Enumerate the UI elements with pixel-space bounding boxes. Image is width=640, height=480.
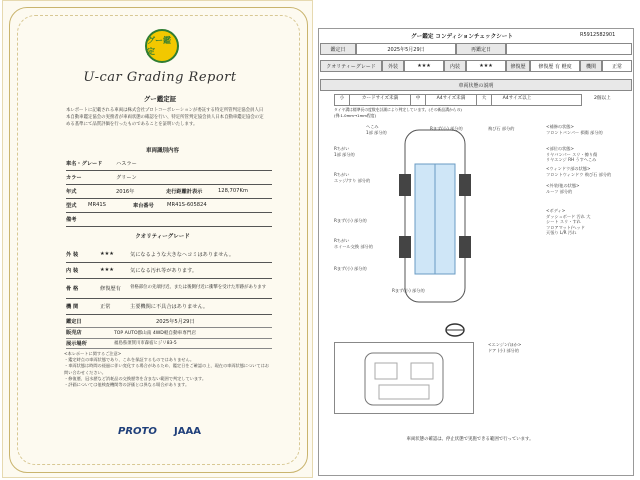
sheet-title: グー鑑定 コンディションチェックシート xyxy=(411,34,513,40)
desc-5: <ボディ> ダッシュボード 汚れ 大 シート スリ・すれ フロアマット/ヘッド 天張り L/R 汚れ xyxy=(546,208,591,235)
row-date: 鑑定日 2025年5月29日 xyxy=(66,316,272,328)
part-top-3: 飛び石 部分的 xyxy=(488,126,515,131)
sheet-footer: 車両状態の確認は、停止状態で実施できる範囲で行っています。 xyxy=(406,437,534,442)
size-count: 2個以上 xyxy=(594,96,611,101)
quality-row-frame: 骨 格 修復歴有 骨格部位の先端付近、または後側付近に衝撃を受けた形跡があります xyxy=(66,278,272,299)
brand-title: U-car Grading Report xyxy=(83,70,237,85)
desc-6: <エンジン/ほか> ドア (小) 部分的 xyxy=(488,342,522,353)
jaaa-logo: JAAA xyxy=(174,426,201,437)
desc-1: <補修の状態> フロントバンパー 損傷 部分的 xyxy=(546,124,603,135)
row-location: 展示場所 福島県須賀川市森宿ヒジリ83-5 xyxy=(66,338,272,349)
section-vehicle-title: 車両識別内容 xyxy=(145,148,179,154)
quality-row-engine: 機 関 正常 主要機関に不具合はありません。 xyxy=(66,298,272,315)
grade-label: クオリティーグレード xyxy=(320,60,382,72)
part-left-3: Rちがい ホイール交換 部分的 xyxy=(334,238,373,249)
engine-value: 正常 xyxy=(602,60,632,72)
part-left-5: Rまず(小) 部分的 xyxy=(334,218,367,223)
ext-label: 外装 xyxy=(382,60,404,72)
size-legend: 小 カードサイズ未満 中 A4サイズ未満 大 A4サイズ以上 xyxy=(334,94,582,106)
date-label: 鑑定日 xyxy=(320,43,356,55)
desc-3: <ウィンドウ部の状態> フロントウィンドウ 飛び石 部分的 xyxy=(546,166,612,177)
part-top-1: へこみ 1部 部分的 xyxy=(366,124,387,135)
int-value: ★★★ xyxy=(466,60,506,72)
engine-label: 機関 xyxy=(580,60,602,72)
repair-value: 修復歴 有 軽度 xyxy=(530,60,580,72)
date-value: 2025年5月29日 xyxy=(356,43,456,55)
part-left-2: Rちがい エッジ/すり 部分的 xyxy=(334,172,371,183)
reinspect-value xyxy=(506,43,632,55)
desc-2: <部位の状態> リヤバンパー スリ・擦り傷 リヤエンジ RH うすへこみ xyxy=(546,146,598,162)
row-shop: 販売店 TOP AUTO郡山南 4WD軽自動車専門店 xyxy=(66,327,272,339)
part-left-1: Rちがい 1部 部分的 xyxy=(334,146,355,157)
row-color: カラー グリーン xyxy=(66,170,272,185)
certificate-title: グー鑑定証 xyxy=(143,95,177,103)
legend-title: 車両状態の説明 xyxy=(320,79,632,91)
row-remarks: 備考 xyxy=(66,212,272,227)
steering-wheel-icon xyxy=(444,322,466,336)
row-year: 年式 2016年 走行距離計表示 128,707Km xyxy=(66,184,272,199)
repair-label: 修復歴 xyxy=(506,60,530,72)
goo-badge-icon: グー鑑定 xyxy=(145,29,179,63)
desc-4: <外装/他の状態> ルーフ 部分的 xyxy=(546,183,580,194)
legend-note1: タイヤ溝は標準長の度数を計測により判定しています。(その新品溝からの) xyxy=(334,107,462,112)
reinspect-label: 再鑑定日 xyxy=(456,43,506,55)
ext-value: ★★★ xyxy=(404,60,444,72)
notes: <本レポートに関するご注意> ・鑑定時点の車両状態であり、これを保証するものではありません。 ・車両状態は時間の経過に伴い変化する場合があるため、鑑定日をご確認の上、現在の車両状態についてはお問い合わせください。 ・修復歴、冠水歴など消耗品の交換歴等を含まない範囲で判定しています。 ・評価については他検査機関等の評価とは異なる場合があります。 xyxy=(64,351,269,388)
quality-row-exterior: 外 装 ★★★ 気になるような大きなヘコミはありません。 xyxy=(66,246,272,263)
quality-row-interior: 内 装 ★★★ 気になる汚れ等があります。 xyxy=(66,262,272,279)
int-label: 内装 xyxy=(444,60,466,72)
section-quality-title: クオリティーグレード xyxy=(135,234,190,240)
car-top-view-diagram xyxy=(383,124,488,309)
part-left-4: Rまず(小) 部分的 xyxy=(334,266,367,271)
proto-logo: PROTO xyxy=(118,426,157,437)
certificate-intro: 本レポートに記載される車両は株式会社プロトコーポレーションが委託する特定所管判定協会員人日本自動車鑑定協会の実務者が車両状態の確認を行い、特定所管判定協会員人日本自動車鑑定協会の定める基準にて品質評価を行ったものであることを証明いたします。 xyxy=(66,108,264,127)
part-bottom-1: Rまず(小) 部分的 xyxy=(392,288,425,293)
legend-note2: (例:1.0mm→1mm程度) xyxy=(334,113,377,118)
row-name: 車名・グレード ハスラー xyxy=(66,156,272,171)
sheet-number: R5912582901 xyxy=(580,32,616,38)
row-model: 型式 MR41S 車台番号 MR41S-605824 xyxy=(66,198,272,213)
part-top-2: Rまず(小) 部分的 xyxy=(430,126,463,131)
interior-view-diagram xyxy=(334,342,474,414)
